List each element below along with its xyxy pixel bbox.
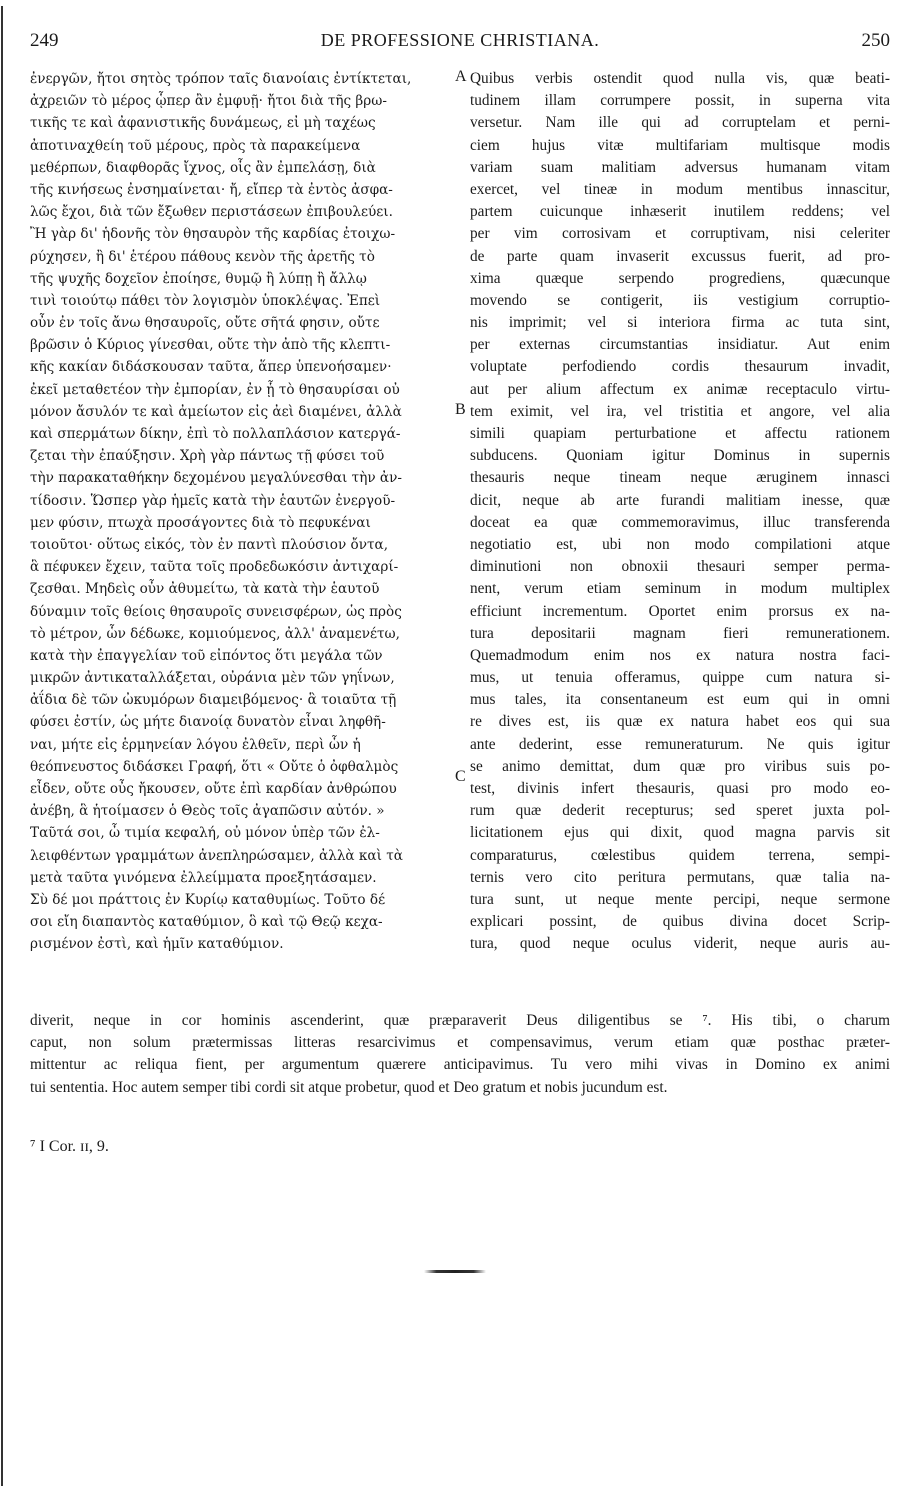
page-number-left: 249 [30,30,59,51]
text-line: xima quæque serpendo progrediens, quæcunque [470,269,890,287]
text-line: βρῶσιν ὁ Κύριος γίνεσθαι, οὔτε τὴν ἀπὸ τῆς κλεπτι- [30,337,391,354]
text-line: φύσει ἐστίν, ὡς μήτε διανοίᾳ δυνατὸν εἶναι ληφθῆ- [30,714,386,731]
text-line: τικῆς τε καὶ ἀφανιστικῆς δυνάμεως, εἰ μὴ ταχέως [30,115,376,132]
text-line: εἶδεν, οὔτε οὖς ἤκουσεν, οὔτε ἐπὶ καρδίαν ἀνθρώπου [30,781,397,797]
text-line: μεθέρπων, διαφθορᾶς ἴχνος, οἷς ἂν ἐμπελάσῃ, διὰ [30,159,376,176]
text-line: tura, quod neque oculus viderit, neque auris au- [470,935,890,953]
text-line: ἀχρειῶν τὸ μέρος ᾧπερ ἂν ἐμφυῇ· ἤτοι διὰ τῆς βρω- [30,93,387,110]
text-line: Ἢ γὰρ δι' ἡδονῆς τὸν θησαυρὸν τῆς καρδίας ἐτοιχω- [30,226,396,243]
text-line: ἃ πέφυκεν ἔχειν, ταῦτα τοῖς προδεδωκόσιν ἀντιχαρί- [30,559,399,576]
text-line: negotiatio est, ubi non modo compilationi atque [470,535,890,553]
text-line: dicit, neque ab arte furandi malitiam inesse, quæ [470,491,890,509]
text-line: caput, non solum prætermissas litteras resarcivimus et compensavimus, verum etiam quæ posthac præter- [30,1034,890,1052]
margin-marker-b: B [455,401,466,418]
text-line: nent, verum etiam seminum in modum multiplex [470,580,890,598]
text-line: ρύχησεν, ἢ δι' ἑτέρου πάθους κενὸν τῆς ἀρετῆς τὸ [30,248,375,265]
text-line: Ταῦτά σοι, ὦ τιμία κεφαλή, οὐ μόνον ὑπὲρ τῶν ἐλ- [30,825,380,842]
text-line: simili quapiam perturbatione et affectu rationem [470,425,890,442]
text-line: μόνον ἄσυλόν τε καὶ ἀμείωτον εἰς ἀεὶ διαμένει, ἀλλὰ [30,403,402,420]
text-line: explicari possint, de quibus divina docet Scrip- [470,913,890,931]
text-line: ἀΐδια δὲ τῶν ὠκυμόρων διαμειβόμενος· ἃ τοιαῦτα τῇ [30,692,397,709]
text-line: οὖν ἐν τοῖς ἄνω θησαυροῖς, οὔτε σῆτά φησιν, οὔτε [30,315,380,332]
text-line: Quemadmodum enim nos ex natura nostra faci- [470,646,890,664]
greek-column [30,68,460,956]
footnote: ⁷ I Cor. ɪɪ, 9. [30,1138,109,1155]
text-line: mus, ut tenuia offeramus, quippe cum natura si- [470,669,890,687]
text-line: τίδοσιν. Ὥσπερ γὰρ ἡμεῖς κατὰ τὴν ἑαυτῶν ἐνεργοῦ- [30,492,396,509]
text-line: λῶς ἔχοι, διὰ τῶν ἔξωθεν περιστάσεων ἐπιβουλεύει. [30,204,393,221]
text-line: Quibus verbis ostendit quod nulla vis, quæ beati- [470,70,890,87]
text-line: τῆς ψυχῆς δοχεῖον ἐποίησε, θυμῷ ἢ λύπῃ ἢ ἄλλῳ [30,270,367,287]
text-line: doceat ea quæ commemoravimus, illuc transferenda [470,513,890,531]
text-line: λειφθέντων γραμμάτων ἀνεπληρώσαμεν, ἀλλὰ καὶ τὰ [30,847,403,864]
text-line: τῆς κινήσεως ἐνσημαίνεται· ἤ, εἴπερ τὰ ἐντὸς ἀσφα- [30,181,393,198]
text-line: ρισμένον ἐστὶ, καὶ ἡμῖν καταθύμιον. [30,936,284,953]
text-line: ante dederint, esse remuneraturum. Ne quis igitur [470,735,890,753]
text-line: δύναμιν τοῖς θείοις θησαυροῖς συνεισφέρων, ὡς πρὸς [30,603,402,620]
page-header [30,30,890,60]
text-line: τὴν παρακαταθήκην δεχομένου μεγαλύνεσθαι τὴν ἀν- [30,470,402,487]
text-line: efficiunt incrementum. Oportet enim prorsus ex na- [470,602,890,620]
text-line: diverit, neque in cor hominis ascenderint, quæ præparaverit Deus diligentibus se ⁷. His tibi, o charum [30,1012,890,1029]
text-line: τοιοῦτοι· οὕτως εἰκός, τὸν ἐν παντὶ πλούσιον ὄντα, [30,536,389,553]
text-line: ἀνέβη, ἃ ἡτοίμασεν ὁ Θεὸς τοῖς ἀγαπῶσιν αὐτόν. » [30,803,385,820]
latin-column [470,68,890,956]
text-line: μεν φύσιν, πτωχὰ προσάγοντες διὰ τὸ πεφυκέναι [30,514,371,531]
text-line: thesauris neque tineam neque æruginem innasci [470,469,890,487]
text-line: mus tales, ita consentaneum est eum qui in omni [470,691,890,709]
text-line: τὸ μέτρον, ὧν δέδωκε, κομιούμενος, ἀλλ' ἀναμενέτω, [30,625,400,642]
text-line: τινὶ τοιούτῳ πάθει τὸν λογισμὸν ὑποκλέψας. Ἐπεὶ [30,292,381,309]
text-line: per externas circumstantias insidiatur. Aut enim [470,336,890,354]
text-line: κατὰ τὴν ἐπαγγελίαν τοῦ εἰπόντος ὅτι μεγάλα τῶν [30,647,383,664]
text-line: ζεσθαι. Μηδεὶς οὖν ἀθυμείτω, τὰ κατὰ τὴν ἑαυτοῦ [30,581,380,598]
text-line: Σὺ δέ μοι πράττοις ἐν Κυρίῳ καταθυμίως. Τοῦτο δέ [30,891,386,908]
margin-marker-c: C [455,768,466,785]
text-line: variam suam malitiam adversus humanam vitam [470,158,890,176]
text-line: σοι εἴη διαπαντὸς καταθύμιον, ὃ καὶ τῷ Θεῷ κεχα- [30,914,383,931]
text-line: mittentur ac reliqua fient, per argumentum quærere anticipavimus. Tu vero mihi vivas in Domino ex animi [30,1056,890,1074]
text-line: ternis vero cito peritura permutans, quæ talia na- [470,868,890,886]
text-line: tem eximit, vel ira, vel tristitia et angore, vel alia [470,402,890,420]
text-line: comparaturus, cœlestibus quidem terrena, sempi- [470,846,890,864]
full-width-text [30,1010,890,1099]
text-line: καὶ σπερμάτων δίκην, ἐπὶ τὸ πολλαπλάσιον κατεργά- [30,426,401,442]
text-line: ἐνεργῶν, ἤτοι σητὸς τρόπον ταῖς διανοίαις ἐντίκτεται, [30,71,412,87]
text-line: voluptate perfodiendo cordis thesaurum invadit, [470,358,890,376]
text-line: licitationem ejus qui dixit, quod magna parvis sit [470,824,890,842]
page-edge-line [1,6,3,1486]
text-line: μικρῶν ἀντικαταλλάξεται, οὐράνια μὲν τῶν γηΐνων, [30,670,395,687]
text-line: diminutioni non obnoxii thesauri semper perma- [470,558,890,576]
text-line: exercet, vel tineæ in modum mentibus innascitur, [470,180,890,198]
running-title: DE PROFESSIONE CHRISTIANA. [320,30,600,50]
margin-marker-a: A [455,68,467,85]
text-line: versetur. Nam ille qui ad corruptelam et perni- [470,114,890,132]
text-line: tui sententia. Hoc autem semper tibi cordi sit atque probetur, quod et Deo gratum et nobis jucundum est. [30,1078,668,1096]
text-line: movendo se contigerit, iis vestigium corruptio- [470,291,890,309]
text-line: ἀποτιναχθείη τοῦ μέρους, πρὸς τὰ παρακείμενα [30,137,361,154]
text-line: ἐκεῖ μεταθετέον τὴν ἐμπορίαν, ἐν ᾗ τὸ θησαυρίσαι οὐ [30,381,400,398]
text-line: ζεται τὴν ἐπαύξησιν. Χρὴ γὰρ πάντως τῇ φύσει τοῦ [30,448,385,465]
text-line: tura sunt, ut neque mente percipi, neque sermone [470,890,890,908]
text-line: θεόπνευστος διδάσκει Γραφή, ὅτι « Οὔτε ὁ ὀφθαλμὸς [30,758,399,775]
text-line: tura depositarii magnam fieri remunerationem. [470,624,890,642]
text-line: per vim corrosivam et corruptivam, nisi celeriter [470,225,890,243]
end-ornament [424,1270,486,1273]
text-line: rum quæ dederit recepturus; sed speret juxta pol- [470,802,890,820]
page-number-right: 250 [861,30,890,51]
text-line: ciem hujus vitæ multifariam multisque modis [470,136,890,154]
text-line: test, divinis infert thesauris, quasi pro modo eo- [470,780,890,797]
text-line: re dives est, iis quæ ex natura habet eos qui sua [470,713,890,731]
text-line: subducens. Quoniam igitur Dominus in supernis [470,447,890,465]
text-line: μετὰ ταῦτα γινόμενα ἐλλείμματα προεξητάσαμεν. [30,869,377,886]
text-line: partem cuicunque inhæserit inutilem reddens; vel [470,203,890,221]
text-line: ναι, μήτε εἰς ἑρμηνείαν λόγου ἐλθεῖν, περὶ ὧν ἡ [30,736,361,753]
text-line: de parte quam invaserit excussus fuerit, ad pro- [470,247,890,265]
text-line: aut per alium affectum ex animæ receptaculo virtu- [470,380,890,398]
text-line: tudinem illam corrumpere possit, in superna vita [470,92,890,110]
text-line: se animo demittat, dum quæ pro viribus suis po- [470,757,890,775]
text-line: κῆς κακίαν διδάσκουσαν ταῦτα, ἅπερ ὑπενοήσαμεν· [30,359,392,376]
text-line: nis imprimit; vel si interiora firma ac tuta sint, [470,314,890,332]
